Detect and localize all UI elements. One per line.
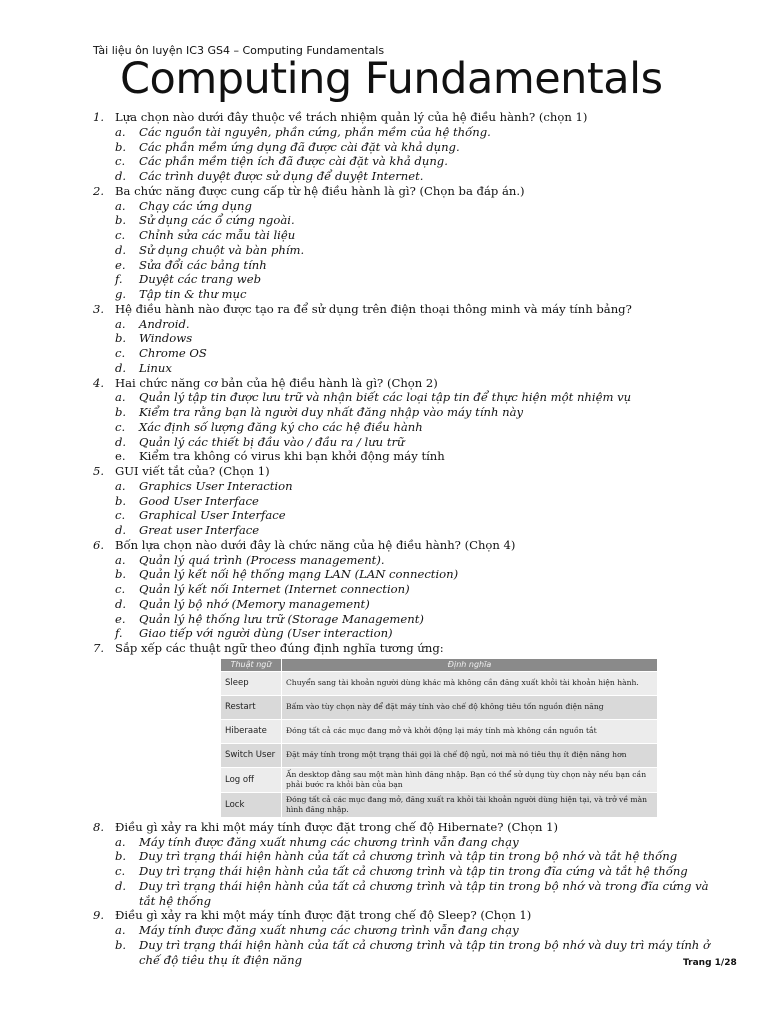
option-letter: f.	[115, 626, 123, 641]
option-letter: a.	[115, 390, 126, 405]
definition-cell: Đóng tất cả các mục đang mở và khởi động lại máy tính mà không cần nguồn tắt	[282, 719, 658, 743]
answer-option	[93, 508, 723, 523]
answer-option	[93, 553, 723, 568]
option-text: Máy tính được đăng xuất nhưng các chương trình vẫn đang chạy	[139, 923, 519, 937]
option-letter: b.	[115, 567, 127, 582]
answer-option	[93, 626, 723, 641]
option-letter: c.	[115, 228, 126, 242]
option-text: Quản lý kết nối hệ thống mạng LAN (LAN connection)	[139, 567, 459, 582]
answer-option	[93, 420, 723, 435]
answer-option	[93, 567, 723, 582]
option-letter: b.	[115, 405, 127, 419]
option-letter: c.	[115, 419, 126, 434]
term-cell: Lock	[221, 792, 282, 817]
question	[93, 820, 723, 835]
definition-cell: Đặt máy tính trong một trạng thái gọi là chế độ ngủ, nơi mà nó tiêu thụ ít điện năng hơn	[282, 743, 658, 767]
option-text: Các nguồn tài nguyên, phần cứng, phần mềm của hệ thống.	[139, 124, 491, 139]
questions-part-1	[93, 110, 723, 656]
option-text: Duy trì trạng thái hiện hành của tất cả chương trình và tập tin trong bộ nhớ và tắt hệ thống	[139, 849, 678, 864]
term-cell: Switch User	[221, 743, 282, 767]
answer-option	[93, 923, 723, 938]
document-subtitle: Tài liệu ôn luyện IC3 GS4 – Computing Fundamentals	[93, 44, 385, 57]
option-letter: d.	[115, 360, 127, 375]
question-text: GUI viết tắt của? (Chọn 1)	[115, 464, 270, 478]
option-text: Good User Interface	[139, 493, 259, 508]
answer-option	[93, 938, 723, 968]
definition-cell: Ấn desktop đằng sau một màn hình đăng nhập. Bạn có thể sử dụng tùy chọn này nếu bạn cần phải bước ra khỏi bàn của bạn	[282, 767, 658, 792]
option-text: Giao tiếp với người dùng (User interaction)	[139, 626, 393, 641]
answer-option	[93, 169, 723, 184]
answer-option	[93, 228, 723, 243]
answer-option	[93, 243, 723, 258]
option-text: Máy tính được đăng xuất nhưng các chương trình vẫn đang chạy	[139, 834, 519, 849]
option-text: Kiểm tra rằng bạn là người duy nhất đăng nhập vào máy tính này	[139, 405, 524, 419]
option-text: Quản lý quá trình (Process management).	[139, 552, 385, 567]
option-text: Chrome OS	[139, 346, 207, 360]
option-text: Kiểm tra không có virus khi bạn khởi động máy tính	[139, 449, 445, 464]
option-letter: a.	[115, 316, 126, 331]
answer-option	[93, 390, 723, 405]
answer-option	[93, 582, 723, 597]
question-number: 5.	[93, 464, 105, 478]
option-letter: c.	[115, 864, 126, 878]
option-text: Duy trì trạng thái hiện hành của tất cả chương trình và tập tin trong bộ nhớ và duy trì máy tính ở chế độ tiêu thụ ít điện năng	[139, 937, 710, 967]
option-letter: a.	[115, 478, 126, 493]
option-letter: a.	[115, 124, 126, 139]
option-letter: b.	[115, 139, 127, 154]
option-text: Quản lý bộ nhớ (Memory management)	[139, 596, 370, 611]
option-text: Graphics User Interaction	[139, 478, 293, 493]
option-text: Chạy các ứng dụng	[139, 198, 252, 213]
option-letter: f.	[115, 272, 123, 287]
answer-option	[93, 494, 723, 509]
answer-option	[93, 125, 723, 140]
table-row	[221, 695, 658, 719]
option-letter: e.	[115, 611, 126, 626]
question-text: Hệ điều hành nào được tạo ra để sử dụng trên điện thoại thông minh và máy tính bảng?	[115, 301, 632, 316]
question-text: Sắp xếp các thuật ngữ theo đúng định nghĩa tương ứng:	[115, 641, 444, 655]
table-row	[221, 767, 658, 792]
question-number: 6.	[93, 537, 105, 552]
option-letter: b.	[115, 493, 127, 508]
answer-option	[93, 479, 723, 494]
option-text: Great user Interface	[139, 523, 260, 537]
answer-option	[93, 199, 723, 214]
answer-option	[93, 405, 723, 420]
option-letter: d.	[115, 878, 127, 893]
questions-part-2	[93, 820, 723, 968]
answer-option	[93, 597, 723, 612]
definition-cell: Đóng tất cả các mục đang mở, đăng xuất ra khỏi tài khoản người dùng hiện tại, và trở về màn hình đăng nhập.	[282, 792, 658, 817]
option-letter: d.	[115, 169, 127, 183]
answer-option	[93, 317, 723, 332]
answer-option	[93, 154, 723, 169]
option-text: Các phần mềm ứng dụng đã được cài đặt và khả dụng.	[139, 139, 460, 154]
question-number: 9.	[93, 908, 105, 923]
answer-option	[93, 287, 723, 302]
option-text: Quản lý các thiết bị đầu vào / đầu ra / lưu trữ	[139, 434, 405, 449]
page-number: Trang 1/28	[683, 958, 737, 968]
question-text: Lựa chọn nào dưới đây thuộc về trách nhiệm quản lý của hệ điều hành? (chọn 1)	[115, 110, 588, 124]
option-letter: d.	[115, 242, 127, 257]
option-letter: e.	[115, 449, 126, 464]
question-number: 2.	[93, 183, 105, 198]
definitions-table-body	[221, 671, 658, 817]
answer-option	[93, 879, 723, 909]
option-text: Duy trì trạng thái hiện hành của tất cả chương trình và tập tin trong đĩa cứng và tắt hệ thống	[139, 864, 688, 878]
table-header-definition: Định nghĩa	[282, 658, 658, 671]
question-number: 1.	[93, 110, 105, 124]
term-cell: Hiberaate	[221, 719, 282, 743]
term-cell: Restart	[221, 695, 282, 719]
question-text: Điều gì xảy ra khi một máy tính được đặt trong chế độ Sleep? (Chọn 1)	[115, 908, 532, 923]
option-letter: b.	[115, 213, 127, 228]
question-text: Điều gì xảy ra khi một máy tính được đặt trong chế độ Hibernate? (Chọn 1)	[115, 819, 559, 834]
option-text: Android.	[139, 316, 190, 331]
table-row	[221, 719, 658, 743]
question-text: Hai chức năng cơ bản của hệ điều hành là gì? (Chọn 2)	[115, 375, 438, 390]
term-cell: Log off	[221, 767, 282, 792]
option-text: Chỉnh sửa các mẫu tài liệu	[139, 228, 296, 242]
question-list	[93, 110, 723, 967]
question-number: 3.	[93, 301, 105, 316]
option-letter: c.	[115, 154, 126, 169]
option-letter: c.	[115, 508, 126, 523]
option-text: Sửa đổi các bảng tính	[139, 257, 267, 272]
option-letter: d.	[115, 596, 127, 611]
table-header-term: Thuật ngữ	[221, 658, 282, 671]
question	[93, 641, 723, 656]
option-text: Sử dụng chuột và bàn phím.	[139, 242, 305, 257]
option-text: Các phần mềm tiện ích đã được cài đặt và khả dụng.	[139, 154, 448, 169]
question-number: 7.	[93, 641, 105, 655]
option-text: Các trình duyệt được sử dụng để duyệt Internet.	[139, 169, 424, 183]
question-number: 4.	[93, 375, 105, 390]
table-row	[221, 792, 658, 817]
question	[93, 908, 723, 923]
option-text: Tập tin & thư mục	[139, 287, 247, 301]
option-text: Xác định số lượng đăng ký cho các hệ điều hành	[139, 419, 423, 434]
answer-option	[93, 272, 723, 287]
question	[93, 376, 723, 391]
answer-option	[93, 346, 723, 361]
option-letter: b.	[115, 331, 127, 346]
option-letter: a.	[115, 834, 126, 849]
answer-option	[93, 523, 723, 538]
answer-option	[93, 258, 723, 273]
option-text: Quản lý kết nối Internet (Internet connection)	[139, 582, 410, 596]
option-letter: a.	[115, 552, 126, 567]
document-title: Computing Fundamentals	[120, 54, 663, 104]
option-letter: c.	[115, 582, 126, 596]
question	[93, 464, 723, 479]
answer-option	[93, 361, 723, 376]
answer-option	[93, 612, 723, 627]
table-row	[221, 743, 658, 767]
option-text: Duy trì trạng thái hiện hành của tất cả chương trình và tập tin trong bộ nhớ và trong đĩa cứng và tắt hệ thống	[139, 878, 709, 908]
answer-option	[93, 864, 723, 879]
option-letter: c.	[115, 346, 126, 360]
option-letter: a.	[115, 923, 126, 937]
option-text: Graphical User Interface	[139, 508, 286, 523]
definition-cell: Bấm vào tùy chọn này để đặt máy tính vào chế độ không tiêu tốn nguồn điện năng	[282, 695, 658, 719]
option-letter: d.	[115, 523, 127, 537]
option-letter: d.	[115, 434, 127, 449]
question-number: 8.	[93, 819, 105, 834]
table-row	[221, 671, 658, 695]
term-cell: Sleep	[221, 671, 282, 695]
answer-option	[93, 849, 723, 864]
question	[93, 302, 723, 317]
option-text: Duyệt các trang web	[139, 272, 261, 287]
question-text: Ba chức năng được cung cấp từ hệ điều hành là gì? (Chọn ba đáp án.)	[115, 183, 525, 198]
answer-option	[93, 835, 723, 850]
answer-option	[93, 140, 723, 155]
option-text: Sử dụng các ổ cứng ngoài.	[139, 213, 295, 228]
answer-option	[93, 435, 723, 450]
answer-option	[93, 213, 723, 228]
answer-option	[93, 449, 723, 464]
option-letter: g.	[115, 287, 127, 301]
option-text: Linux	[139, 360, 172, 375]
question	[93, 110, 723, 125]
option-text: Quản lý tập tin được lưu trữ và nhận biết các loại tập tin để thực hiện một nhiệm vụ	[139, 390, 632, 405]
option-letter: b.	[115, 937, 127, 952]
option-letter: e.	[115, 257, 126, 272]
definition-cell: Chuyển sang tài khoản người dùng khác mà không cần đăng xuất khỏi tài khoản hiện hành.	[282, 671, 658, 695]
option-text: Windows	[139, 331, 193, 346]
answer-option	[93, 331, 723, 346]
option-letter: b.	[115, 849, 127, 864]
question-text: Bốn lựa chọn nào dưới đây là chức năng của hệ điều hành? (Chọn 4)	[115, 537, 516, 552]
definitions-table	[220, 658, 658, 818]
question	[93, 184, 723, 199]
question	[93, 538, 723, 553]
option-text: Quản lý hệ thống lưu trữ (Storage Management)	[139, 611, 424, 626]
option-letter: a.	[115, 198, 126, 213]
